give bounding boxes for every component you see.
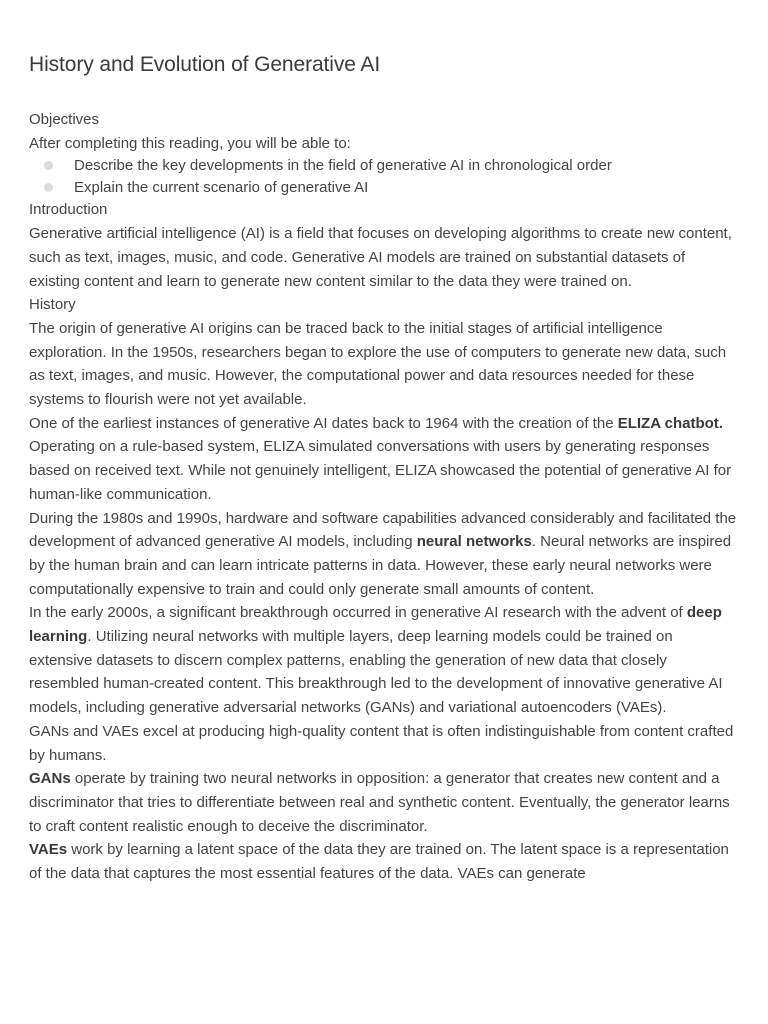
objectives-list — [29, 155, 738, 198]
history-paragraph-gans — [29, 767, 738, 838]
history-paragraph-neural-networks — [29, 507, 738, 602]
list-item — [43, 177, 738, 199]
bold-term-gans: GANs — [29, 770, 71, 788]
bullet-icon — [44, 161, 53, 170]
paragraph-text: . Utilizing neural networks with multiple layers, deep learning models could be trained on extensive datasets to discern complex patterns, enabling the generation of new data that closely resembled human-created content. This breakthrough led to the development of innovative generative AI models, including generative adversarial networks (GANs) and variational autoencoders (VAEs). — [29, 628, 723, 717]
document-body — [29, 108, 738, 886]
objective-text: Explain the current scenario of generative AI — [74, 178, 369, 196]
paragraph-text: operate by training two neural networks in opposition: a generator that creates new content and a discriminator that tries to differentiate between real and synthetic content. Eventually, the generator learns to craft content realistic enough to deceive the discriminator. — [29, 770, 730, 835]
history-paragraph-gans-vaes: GANs and VAEs excel at producing high-quality content that is often indistinguishable from content crafted by humans. — [29, 722, 734, 764]
history-paragraph-eliza — [29, 412, 738, 507]
history-paragraph-origins: The origin of generative AI origins can be traced back to the initial stages of artificial intelligence exploration. In the 1950s, researchers began to explore the use of computers to generate new data, such as text, images, and music. However, the computational power and data resources needed for these systems to flourish were not yet available. — [29, 319, 727, 409]
bold-term-deep-learning: deep learning — [29, 604, 722, 646]
paragraph-text: Operating on a rule-based system, ELIZA simulated conversations with users by generating responses based on received text. While not genuinely intelligent, ELIZA showcased the potential of generative AI for human-like communication. — [29, 438, 732, 503]
paragraph-text: During the 1980s and 1990s, hardware and software capabilities advanced considerably and facilitated the development of advanced generative AI models, including — [29, 509, 737, 551]
paragraph-text: work by learning a latent space of the data they are trained on. The latent space is a representation of the data that captures the most essential features of the data. VAEs can generate — [29, 841, 729, 883]
bold-term-eliza: ELIZA chatbot. — [617, 414, 723, 432]
history-paragraph-deep-learning — [29, 601, 738, 720]
introduction-heading: Introduction — [29, 201, 108, 219]
paragraph-text: In the early 2000s, a significant breakthrough occurred in generative AI research with the advent of — [29, 604, 687, 622]
paragraph-text: One of the earliest instances of generative AI dates back to 1964 with the creation of the — [29, 414, 618, 432]
paragraph-text: . Neural networks are inspired by the human brain and can learn intricate patterns in data. However, these early neural networks were computationally expensive to train and could only generate small amounts of content. — [29, 533, 732, 598]
objective-text: Describe the key developments in the field of generative AI in chronological order — [74, 157, 612, 175]
bullet-icon — [44, 183, 53, 192]
objectives-intro: After completing this reading, you will be able to: — [29, 134, 351, 152]
history-heading: History — [29, 296, 76, 314]
history-paragraph-vaes — [29, 838, 738, 885]
page-title: History and Evolution of Generative AI — [29, 53, 381, 76]
list-item — [43, 155, 738, 177]
bold-term-vaes: VAEs — [29, 841, 68, 859]
objectives-heading: Objectives — [29, 111, 100, 128]
introduction-paragraph: Generative artificial intelligence (AI) is a field that focuses on developing algorithms to create new content, such as text, images, music, and code. Generative AI models are trained on substantial datasets of existing content and learn to generate new content similar to the data they were trained on. — [29, 225, 732, 290]
bold-term-neural-networks: neural networks — [416, 533, 532, 551]
